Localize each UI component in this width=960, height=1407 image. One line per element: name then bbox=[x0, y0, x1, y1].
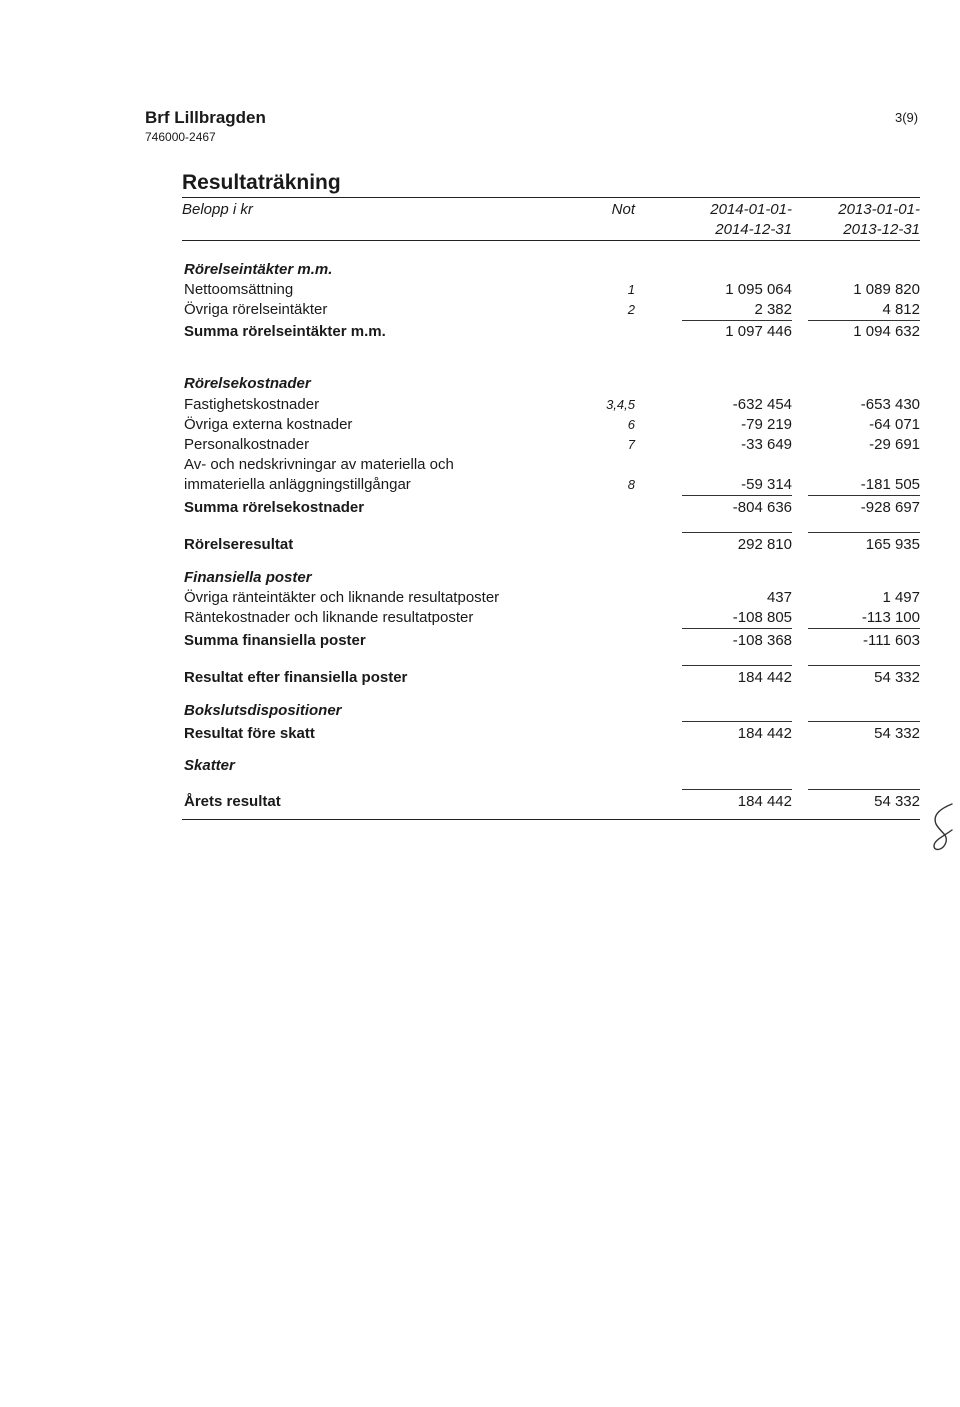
row-other-interest-income: Övriga ränteintäkter och liknande resultatposter 437 1 497 bbox=[184, 589, 920, 606]
sum-rule-current bbox=[682, 721, 792, 722]
page-number: 3(9) bbox=[895, 110, 919, 125]
organization-number: 746000-2467 bbox=[145, 130, 216, 144]
column-header-note: Not bbox=[611, 201, 635, 218]
sum-rule-current bbox=[682, 320, 792, 321]
column-header-label: Belopp i kr bbox=[182, 201, 253, 218]
signature-mark bbox=[922, 800, 958, 860]
title-divider bbox=[182, 197, 920, 198]
column-header-previous-end: 2013-12-31 bbox=[843, 221, 920, 238]
row-property-costs: Fastighetskostnader 3,4,5 -632 454 -653 430 bbox=[184, 396, 920, 413]
sum-rule-previous bbox=[808, 665, 920, 666]
row-depreciation: immateriella anläggningstillgångar 8 -59 314 -181 505 bbox=[184, 476, 920, 493]
column-header-previous-start: 2013-01-01- bbox=[838, 201, 920, 218]
section-heading-taxes: Skatter bbox=[184, 757, 235, 774]
row-personnel-costs: Personalkostnader 7 -33 649 -29 691 bbox=[184, 436, 920, 453]
row-depreciation-line1: Av- och nedskrivningar av materiella och bbox=[184, 456, 454, 473]
bottom-divider bbox=[182, 819, 920, 820]
row-net-sales: Nettoomsättning 1 1 095 064 1 089 820 bbox=[184, 281, 920, 298]
sum-rule-previous bbox=[808, 532, 920, 533]
sum-rule-current bbox=[682, 665, 792, 666]
column-header-previous bbox=[780, 200, 920, 240]
row-net-result: Årets resultat 184 442 54 332 bbox=[184, 793, 920, 810]
sum-rule-current bbox=[682, 789, 792, 790]
header-divider bbox=[182, 240, 920, 241]
section-heading-operating-income: Rörelseintäkter m.m. bbox=[184, 261, 333, 278]
sum-rule-current bbox=[682, 532, 792, 533]
section-heading-financial-items: Finansiella poster bbox=[184, 569, 312, 586]
section-heading-operating-expenses: Rörelsekostnader bbox=[184, 375, 311, 392]
row-result-after-financial-items: Resultat efter finansiella poster 184 442 54 332 bbox=[184, 669, 920, 686]
sum-rule-current bbox=[682, 628, 792, 629]
sum-rule-previous bbox=[808, 721, 920, 722]
column-header-current-start: 2014-01-01- bbox=[710, 201, 792, 218]
row-operating-result: Rörelseresultat 292 810 165 935 bbox=[184, 536, 920, 553]
organization-name: Brf Lillbragden bbox=[145, 108, 266, 127]
row-total-operating-expenses: Summa rörelsekostnader -804 636 -928 697 bbox=[184, 499, 920, 516]
sum-rule-previous bbox=[808, 628, 920, 629]
sum-rule-previous bbox=[808, 789, 920, 790]
page-title: Resultaträkning bbox=[182, 171, 341, 194]
row-result-before-tax: Resultat före skatt 184 442 54 332 bbox=[184, 725, 920, 742]
column-header-current bbox=[652, 200, 792, 240]
row-total-operating-income: Summa rörelseintäkter m.m. 1 097 446 1 094 632 bbox=[184, 323, 920, 340]
row-interest-expenses: Räntekostnader och liknande resultatposter -108 805 -113 100 bbox=[184, 609, 920, 626]
sum-rule-previous bbox=[808, 320, 920, 321]
row-other-external-costs: Övriga externa kostnader 6 -79 219 -64 071 bbox=[184, 416, 920, 433]
sum-rule-previous bbox=[808, 495, 920, 496]
row-total-financial-items: Summa finansiella poster -108 368 -111 603 bbox=[184, 632, 920, 649]
sum-rule-current bbox=[682, 495, 792, 496]
column-header-current-end: 2014-12-31 bbox=[715, 221, 792, 238]
section-heading-appropriations: Bokslutsdispositioner bbox=[184, 702, 342, 719]
row-other-operating-income: Övriga rörelseintäkter 2 2 382 4 812 bbox=[184, 301, 920, 318]
